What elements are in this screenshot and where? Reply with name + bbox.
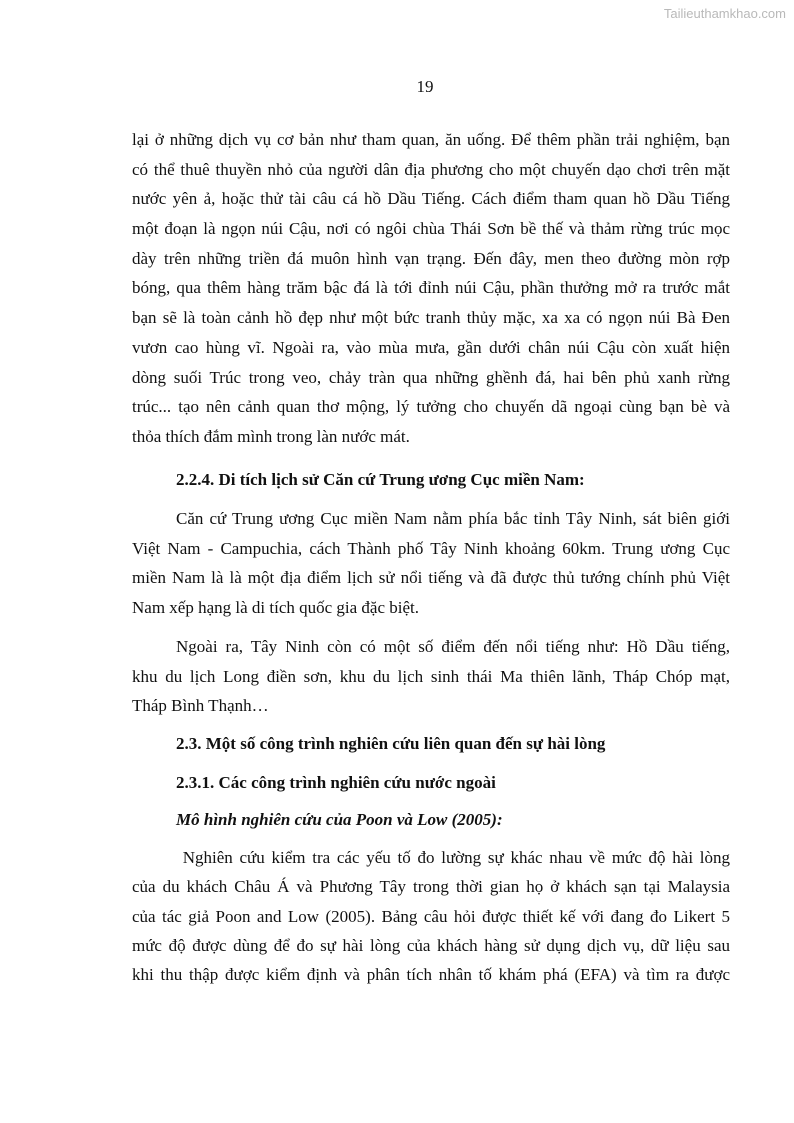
- text-line: miền Nam là là một địa điểm lịch sử nổi tiếng và đã được thủ tướng chính phủ Việt: [132, 568, 730, 587]
- text-line: một đoạn là ngọn núi Cậu, nơi có ngôi chùa Thái Sơn bề thế và thảm rừng trúc mọc: [132, 219, 730, 238]
- model-heading: Mô hình nghiên cứu của Poon và Low (2005):: [176, 810, 503, 829]
- page-number: 19: [416, 77, 434, 96]
- text-line: của du khách Châu Á và Phương Tây trong thời gian họ ở khách sạn tại Malaysia: [132, 877, 730, 896]
- text-line: Nam xếp hạng là di tích quốc gia đặc biệt.: [132, 598, 420, 617]
- text-line: Nghiên cứu kiểm tra các yếu tố đo lường sự khác nhau về mức độ hài lòng: [176, 848, 730, 867]
- text-line: Tháp Bình Thạnh…: [132, 696, 269, 715]
- text-line: khi thu thập được kiểm định và phân tích nhân tố khám phá (EFA) và tìm ra được: [132, 965, 730, 984]
- text-line: Việt Nam - Campuchia, cách Thành phố Tây Ninh khoảng 60km. Trung ương Cục: [132, 539, 730, 558]
- text-line: trúc... tạo nên cảnh quan thơ mộng, lý tưởng cho chuyến dã ngoại cùng bạn bè và: [132, 397, 730, 416]
- text-line: vươn cao hùng vĩ. Ngoài ra, vào mùa mưa, gần dưới chân núi Cậu còn xuất hiện: [132, 338, 730, 357]
- text-line: dày trên những triền đá muôn hình vạn trạng. Đến đây, men theo đường mòn rợp: [132, 249, 730, 268]
- text-line: khu du lịch Long điền sơn, khu du lịch sinh thái Ma thiên lãnh, Tháp Chóp mạt,: [132, 667, 730, 686]
- text-line: bạn sẽ là toàn cảnh hồ đẹp như một bức tranh thủy mặc, xa xa có ngọn núi Bà Đen: [132, 308, 730, 327]
- text-line: nước yên ả, hoặc thử tài câu cá hồ Dầu Tiếng. Cách điểm tham quan hồ Dầu Tiếng: [132, 189, 730, 208]
- text-line: Ngoài ra, Tây Ninh còn có một số điểm đến nổi tiếng như: Hồ Dầu tiếng,: [176, 637, 730, 656]
- section-heading-2-2-4: 2.2.4. Di tích lịch sử Căn cứ Trung ương Cục miền Nam:: [176, 470, 585, 489]
- text-line: lại ở những dịch vụ cơ bản như tham quan, ăn uống. Để thêm phần trải nghiệm, bạn: [132, 130, 730, 149]
- text-line: mức độ được dùng để đo sự hài lòng của khách hàng sử dụng dịch vụ, dữ liệu sau: [132, 936, 730, 955]
- text-line: Căn cứ Trung ương Cục miền Nam nằm phía bắc tỉnh Tây Ninh, sát biên giới: [176, 509, 730, 528]
- text-line: của tác giả Poon and Low (2005). Bảng câu hỏi được thiết kế với đang đo Likert 5: [132, 907, 730, 926]
- text-line: bóng, qua thêm hàng trăm bậc đá là tới đỉnh núi Cậu, phần thưởng mở ra trước mắt: [132, 278, 730, 297]
- watermark: Tailieuthamkhao.com: [663, 6, 786, 21]
- text-line: thỏa thích đắm mình trong làn nước mát.: [132, 427, 410, 446]
- text-line: dòng suối Trúc trong veo, chảy tràn qua những ghềnh đá, hai bên phủ xanh rừng: [132, 368, 730, 387]
- section-heading-2-3: 2.3. Một số công trình nghiên cứu liên quan đến sự hài lòng: [176, 734, 606, 753]
- section-heading-2-3-1: 2.3.1. Các công trình nghiên cứu nước ngoài: [176, 773, 496, 792]
- text-line: có thể thuê thuyền nhỏ của người dân địa phương cho một chuyến dạo chơi trên mặt: [132, 160, 730, 179]
